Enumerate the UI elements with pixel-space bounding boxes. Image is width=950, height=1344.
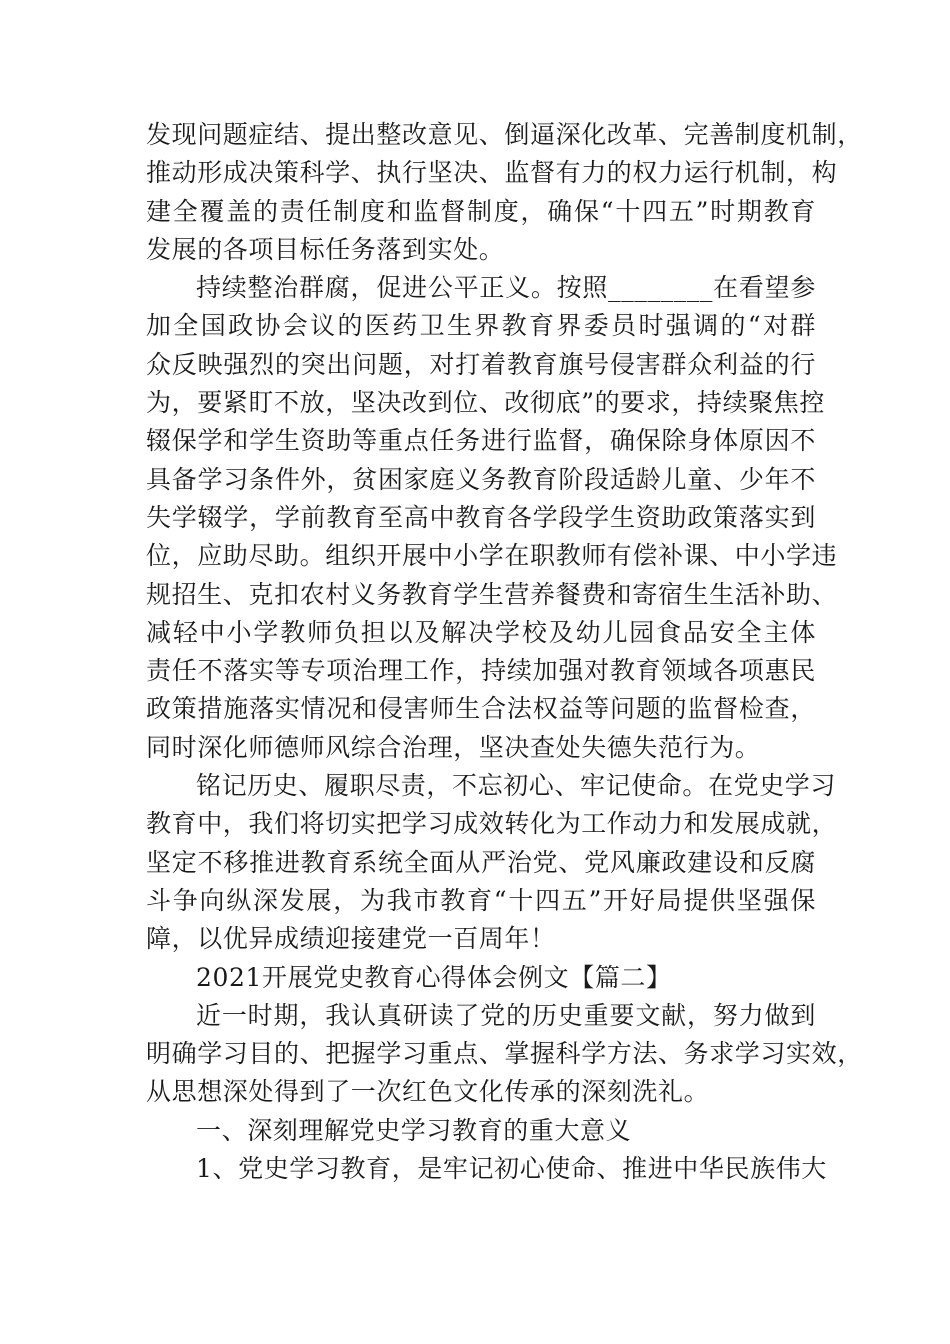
text-line: 辍保学和学生资助等重点任务进行监督，确保除身体原因不 bbox=[146, 426, 816, 456]
text-line: 障，以优异成绩迎接建党一百周年！ bbox=[146, 924, 556, 954]
text-line: 近一时期，我认真研读了党的历史重要文献，努力做到 bbox=[196, 1000, 816, 1030]
text-line: 众反映强烈的突出问题，对打着教育旗号侵害群众利益的行 bbox=[146, 349, 816, 379]
text-line: 同时深化师德师风综合治理，坚决查处失德失范行为。 bbox=[146, 732, 761, 762]
text-line: 斗争向纵深发展，为我市教育“十四五”开好局提供坚强保 bbox=[146, 885, 816, 915]
text-line: 发展的各项目标任务落到实处。 bbox=[146, 234, 505, 264]
text-line: 建全覆盖的责任制度和监督制度，确保“十四五”时期教育 bbox=[146, 196, 816, 226]
section-heading: 2021开展党史教育心得体会例文【篇二】 bbox=[196, 962, 672, 992]
text-line: 坚定不移推进教育系统全面从严治党、党风廉政建设和反腐 bbox=[146, 847, 816, 877]
text-line: 规招生、克扣农村义务教育学生营养餐费和寄宿生生活补助、 bbox=[146, 579, 838, 609]
text-line: 持续整治群腐，促进公平正义。按照________在看望参 bbox=[196, 273, 816, 303]
text-line: 教育中，我们将切实把学习成效转化为工作动力和发展成就， bbox=[146, 809, 838, 839]
text-line: 政策措施落实情况和侵害师生合法权益等问题的监督检查， bbox=[146, 694, 816, 724]
text-line: 具备学习条件外，贫困家庭义务教育阶段适龄儿童、少年不 bbox=[146, 464, 816, 494]
text-line: 推动形成决策科学、执行坚决、监督有力的权力运行机制，构 bbox=[146, 158, 838, 188]
text-line: 铭记历史、履职尽责，不忘初心、牢记使命。在党史学习 bbox=[196, 771, 837, 801]
text-line: 责任不落实等专项治理工作，持续加强对教育领域各项惠民 bbox=[146, 656, 816, 686]
text-line: 从思想深处得到了一次红色文化传承的深刻洗礼。 bbox=[146, 1077, 710, 1107]
text-line: 失学辍学，学前教育至高中教育各学段学生资助政策落实到 bbox=[146, 502, 816, 532]
text-line: 发现问题症结、提出整改意见、倒逼深化改革、完善制度机制， bbox=[146, 120, 863, 149]
text-line: 明确学习目的、把握学习重点、掌握科学方法、务求学习实效， bbox=[146, 1039, 863, 1069]
text-line: 减轻中小学教师负担以及解决学校及幼儿园食品安全主体 bbox=[146, 617, 816, 647]
text-line: 加全国政协会议的医药卫生界教育界委员时强调的“对群 bbox=[146, 311, 816, 341]
text-line: 1、党史学习教育，是牢记初心使命、推进中华民族伟大 bbox=[196, 1154, 827, 1184]
document-body bbox=[146, 116, 863, 1188]
subsection-heading: 一、深刻理解党史学习教育的重大意义 bbox=[196, 1115, 632, 1145]
text-line: 位，应助尽助。组织开展中小学在职教师有偿补课、中小学违 bbox=[146, 541, 838, 571]
text-line: 为，要紧盯不放，坚决改到位、改彻底”的要求，持续聚焦控 bbox=[146, 388, 825, 418]
